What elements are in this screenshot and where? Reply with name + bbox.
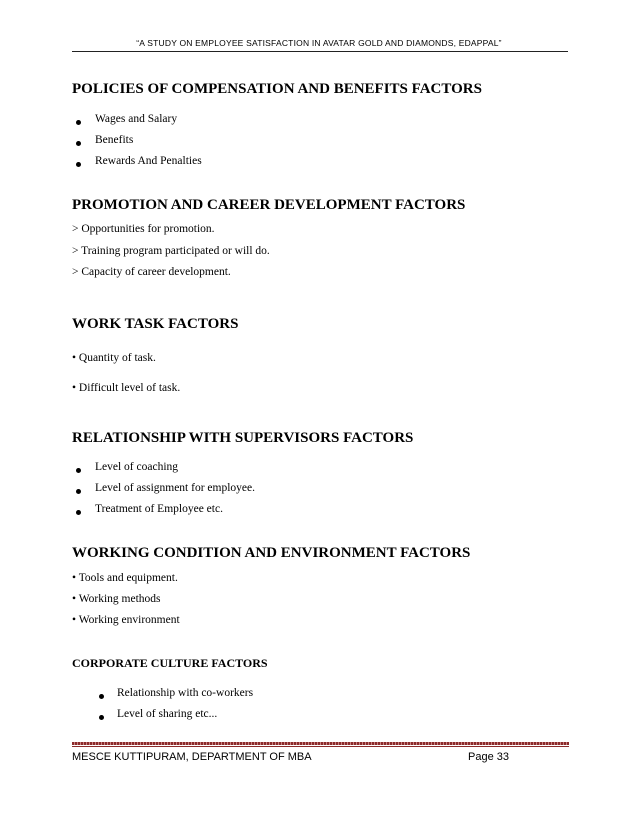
list-item: Level of coaching <box>95 461 179 473</box>
list-item: • Difficult level of task. <box>72 382 181 394</box>
list-item: • Working methods <box>72 593 161 605</box>
bullet-icon <box>76 141 81 146</box>
list-item: Benefits <box>95 134 134 146</box>
footer-rule-thin <box>72 746 569 747</box>
bullet-icon <box>76 510 81 515</box>
bullet-icon <box>99 694 104 699</box>
section-heading-promotion: PROMOTION AND CAREER DEVELOPMENT FACTORS <box>72 197 466 213</box>
list-item: Rewards And Penalties <box>95 155 202 167</box>
list-item: > Capacity of career development. <box>72 266 231 278</box>
footer-department: MESCE KUTTIPURAM, DEPARTMENT OF MBA <box>72 751 312 763</box>
bullet-icon <box>76 489 81 494</box>
footer-rule <box>72 742 569 745</box>
list-item: • Working environment <box>72 614 180 626</box>
bullet-icon <box>76 120 81 125</box>
page-header: “A STUDY ON EMPLOYEE SATISFACTION IN AVATAR GOLD AND DIAMONDS, EDAPPAL” <box>136 38 502 48</box>
list-item: Wages and Salary <box>95 113 178 125</box>
section-heading-corporate-culture: CORPORATE CULTURE FACTORS <box>72 656 268 670</box>
list-item: • Quantity of task. <box>72 352 156 364</box>
list-item: > Opportunities for promotion. <box>72 223 215 235</box>
bullet-icon <box>76 468 81 473</box>
section-heading-supervisors: RELATIONSHIP WITH SUPERVISORS FACTORS <box>72 430 414 446</box>
section-heading-work-task: WORK TASK FACTORS <box>72 316 239 332</box>
header-rule <box>72 51 568 52</box>
list-item: Level of assignment for employee. <box>95 482 255 494</box>
list-item: > Training program participated or will do. <box>72 245 270 257</box>
list-item: Level of sharing etc... <box>117 708 218 720</box>
list-item: • Tools and equipment. <box>72 572 178 584</box>
section-heading-working-condition: WORKING CONDITION AND ENVIRONMENT FACTORS <box>72 545 471 561</box>
list-item: Relationship with co-workers <box>117 687 254 699</box>
bullet-icon <box>76 162 81 167</box>
section-heading-compensation: POLICIES OF COMPENSATION AND BENEFITS FACTORS <box>72 81 482 97</box>
bullet-icon <box>99 715 104 720</box>
list-item: Treatment of Employee etc. <box>95 503 223 515</box>
page-number: Page 33 <box>468 751 509 763</box>
